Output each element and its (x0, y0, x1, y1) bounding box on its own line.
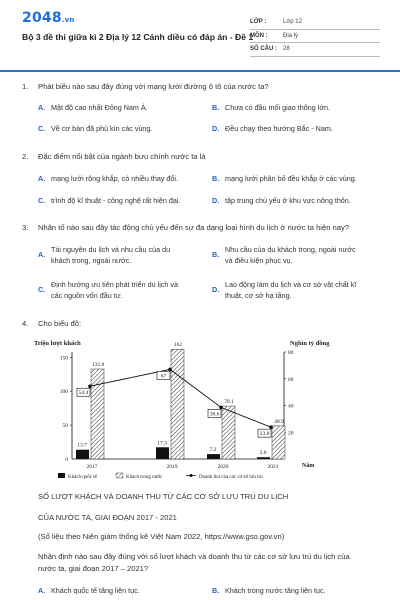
option-2b[interactable] (212, 174, 392, 185)
data-label-domestic: 78.1 (224, 399, 234, 406)
option-4b[interactable] (212, 586, 387, 597)
question-text: Đặc điểm nổi bật của ngành bưu chính nước ta là (38, 152, 206, 161)
option-3d[interactable] (212, 280, 390, 302)
option-text: Mật độ cao nhất Đông Nam Á. (51, 103, 148, 112)
y-right-tick-label: 60 (288, 376, 294, 383)
x-tick-label: 2021 (267, 464, 279, 470)
point-revenue (168, 368, 172, 372)
data-label-revenue: 67 (160, 373, 167, 380)
meta-row-count (250, 43, 380, 57)
data-label-domestic: 132.8 (91, 362, 105, 369)
option-letter: B. (212, 103, 220, 112)
x-tick-label: 2017 (86, 464, 98, 470)
x-axis-label: Năm (302, 463, 315, 469)
point-revenue (88, 384, 92, 388)
header-divider (0, 70, 400, 72)
option-text-line1: Nhu cầu của du khách trong, ngoài nước (225, 245, 356, 254)
option-letter: B. (212, 250, 220, 259)
page-title: Bộ 3 đề thi giữa kì 2 Địa lý 12 Cánh diều có đáp án - Đề 1 (22, 32, 254, 42)
option-letter: A. (38, 174, 46, 183)
bar-domestic (222, 406, 235, 459)
legend-label-intl: Khách quốc tế (68, 475, 97, 480)
chart-legend (58, 473, 263, 480)
data-label-international: 7.2 (209, 447, 217, 454)
x-tick-label: 2020 (217, 464, 229, 470)
bar-domestic (91, 369, 104, 459)
legend-label-domestic: Khách trong nước (126, 475, 163, 480)
question-number: 3. (22, 223, 29, 232)
data-label-revenue: 54.4 (78, 390, 89, 397)
option-letter: A. (38, 586, 46, 595)
option-letter: B. (212, 174, 220, 183)
option-text: Khách trong nước tăng liên tục. (225, 586, 326, 595)
option-letter: D. (212, 196, 220, 205)
bar-international (156, 447, 169, 459)
option-letter: D. (212, 285, 220, 294)
x-tick-label: 2019 (166, 464, 178, 470)
question-2 (22, 152, 206, 161)
y-right-axis-label: Nghìn tỷ đồng (290, 340, 330, 347)
y-right-tick-label: 20 (288, 430, 294, 437)
option-text-line1: Định hướng ưu tiên phát triển du lịch và (51, 280, 179, 289)
option-text-line2: và điều kiện phục vụ. (225, 256, 293, 265)
chart-title-line1: SỐ LƯỢT KHÁCH VÀ DOANH THU TỪ CÁC CƠ SỞ LƯU TRÚ DU LỊCH (38, 492, 289, 501)
bar-domestic (171, 349, 184, 459)
option-1b[interactable] (212, 103, 387, 114)
option-2d[interactable] (212, 196, 392, 207)
option-text: Chưa có đầu mối giao thông lớn. (225, 103, 331, 112)
question-number: 1. (22, 82, 29, 91)
legend-swatch-domestic (116, 473, 123, 478)
option-text-line2: các nguồn vốn đầu tư. (51, 291, 123, 300)
option-2c[interactable] (38, 196, 208, 207)
y-right-tick-label: 40 (288, 403, 294, 410)
option-4a[interactable] (38, 586, 208, 597)
option-text-line2: khách trong, ngoài nước. (51, 256, 132, 265)
tourism-chart (34, 336, 334, 486)
meta-label: LỚP : (250, 19, 267, 26)
option-text: trình độ kĩ thuật - công nghệ rất hiện đại. (51, 196, 181, 205)
legend-marker-revenue (190, 474, 193, 477)
question-text: Cho biểu đồ: (38, 319, 82, 328)
option-text-line2: thuật, cơ sở hạ tầng. (225, 291, 292, 300)
bar-international (207, 454, 220, 459)
option-text: Về cơ bản đã phủ kín các vùng. (51, 124, 153, 133)
bar-international (76, 450, 89, 459)
question-number: 2. (22, 152, 29, 161)
y-right-tick-label: 80 (288, 350, 294, 356)
option-text-line1: Lao động làm du lịch và cơ sở vật chất kĩ (225, 280, 357, 289)
exam-meta (250, 16, 380, 57)
option-text: mạng lưới rộng khắp, có nhiều thay đổi. (51, 174, 178, 183)
bar-international (257, 457, 270, 459)
point-revenue (219, 406, 223, 410)
y-left-tick-label: 100 (59, 389, 68, 396)
option-letter: C. (38, 285, 46, 294)
option-1a[interactable] (38, 103, 208, 114)
logo-sub: .vn (61, 16, 75, 24)
legend-label-revenue: Doanh thu của các cơ sở lưu trú (199, 475, 263, 480)
question-text: Nhân tố nào sau đây tác động chủ yếu đến sự đa dạng loại hình du lịch ở nước ta hiện nay? (38, 223, 350, 232)
data-label-revenue: 23.8 (259, 431, 270, 438)
option-3a[interactable] (38, 245, 208, 267)
option-text: mạng lưới phân bố đều khắp ở các vùng. (225, 174, 357, 183)
meta-label: SỐ CÂU : (250, 46, 277, 53)
option-letter: C. (38, 124, 46, 133)
question-3 (22, 223, 349, 232)
option-text: Đều chạy theo hướng Bắc - Nam. (225, 124, 333, 133)
meta-label: MÔN : (250, 32, 268, 39)
question-1 (22, 82, 269, 91)
data-label-domestic: 162 (173, 342, 183, 349)
question-4-prompt-line2: nước ta, giai đoạn 2017 – 2021? (38, 564, 149, 573)
option-letter: A. (38, 103, 46, 112)
logo-main: 2048 (22, 10, 62, 26)
meta-value: 28 (283, 46, 290, 53)
question-4-prompt-line1: Nhận định nào sau đây đúng với số lượt khách và doanh thu từ các cơ sở lưu trú du lịch của (38, 552, 350, 561)
option-letter: B. (212, 586, 220, 595)
option-letter: D. (212, 124, 220, 133)
option-letter: C. (38, 196, 46, 205)
data-label-international: 17.3 (157, 440, 167, 447)
meta-row-class (250, 16, 380, 30)
data-label-domestic: 48.9 (274, 418, 284, 425)
chart-source: (Số liệu theo Niên giám thống kê Việt Nam 2022, https://www.gso.gov.vn) (38, 532, 285, 541)
option-3b[interactable] (212, 245, 390, 267)
data-label-international: 2.6 (259, 450, 267, 457)
y-left-axis-label: Triệu lượt khách (34, 340, 81, 347)
data-label-revenue: 38.6 (209, 411, 220, 418)
legend-swatch-intl (58, 473, 65, 478)
page-header (0, 0, 400, 66)
y-left-tick-label: 0 (65, 457, 68, 463)
point-revenue (269, 425, 273, 429)
option-1d[interactable] (212, 124, 387, 135)
option-text-line1: Tài nguyên du lịch và nhu cầu của du (51, 245, 171, 254)
meta-value: Lớp 12 (283, 19, 302, 26)
question-4 (22, 319, 81, 328)
option-text: Khách quốc tế tăng liên tục. (51, 586, 140, 595)
option-2a[interactable] (38, 174, 208, 185)
data-label-international: 13.7 (77, 442, 87, 449)
y-left-tick-label: 50 (62, 423, 68, 430)
site-logo[interactable] (22, 10, 75, 26)
bar-domestic (272, 426, 285, 459)
option-3c[interactable] (38, 280, 208, 302)
chart-title-line2: CỦA NƯỚC TA, GIAI ĐOẠN 2017 - 2021 (38, 513, 177, 522)
question-number: 4. (22, 319, 29, 328)
chart-svg (34, 336, 334, 486)
y-left-tick-label: 150 (59, 355, 68, 362)
meta-value: Địa lý (283, 32, 299, 39)
meta-row-subject (250, 30, 380, 44)
question-text: Phát biểu nào sau đây đúng với mạng lưới đường ô tô của nước ta? (38, 82, 269, 91)
option-1c[interactable] (38, 124, 208, 135)
option-letter: A. (38, 250, 46, 259)
option-text: tập trung chủ yếu ở khu vực nông thôn. (225, 196, 351, 205)
